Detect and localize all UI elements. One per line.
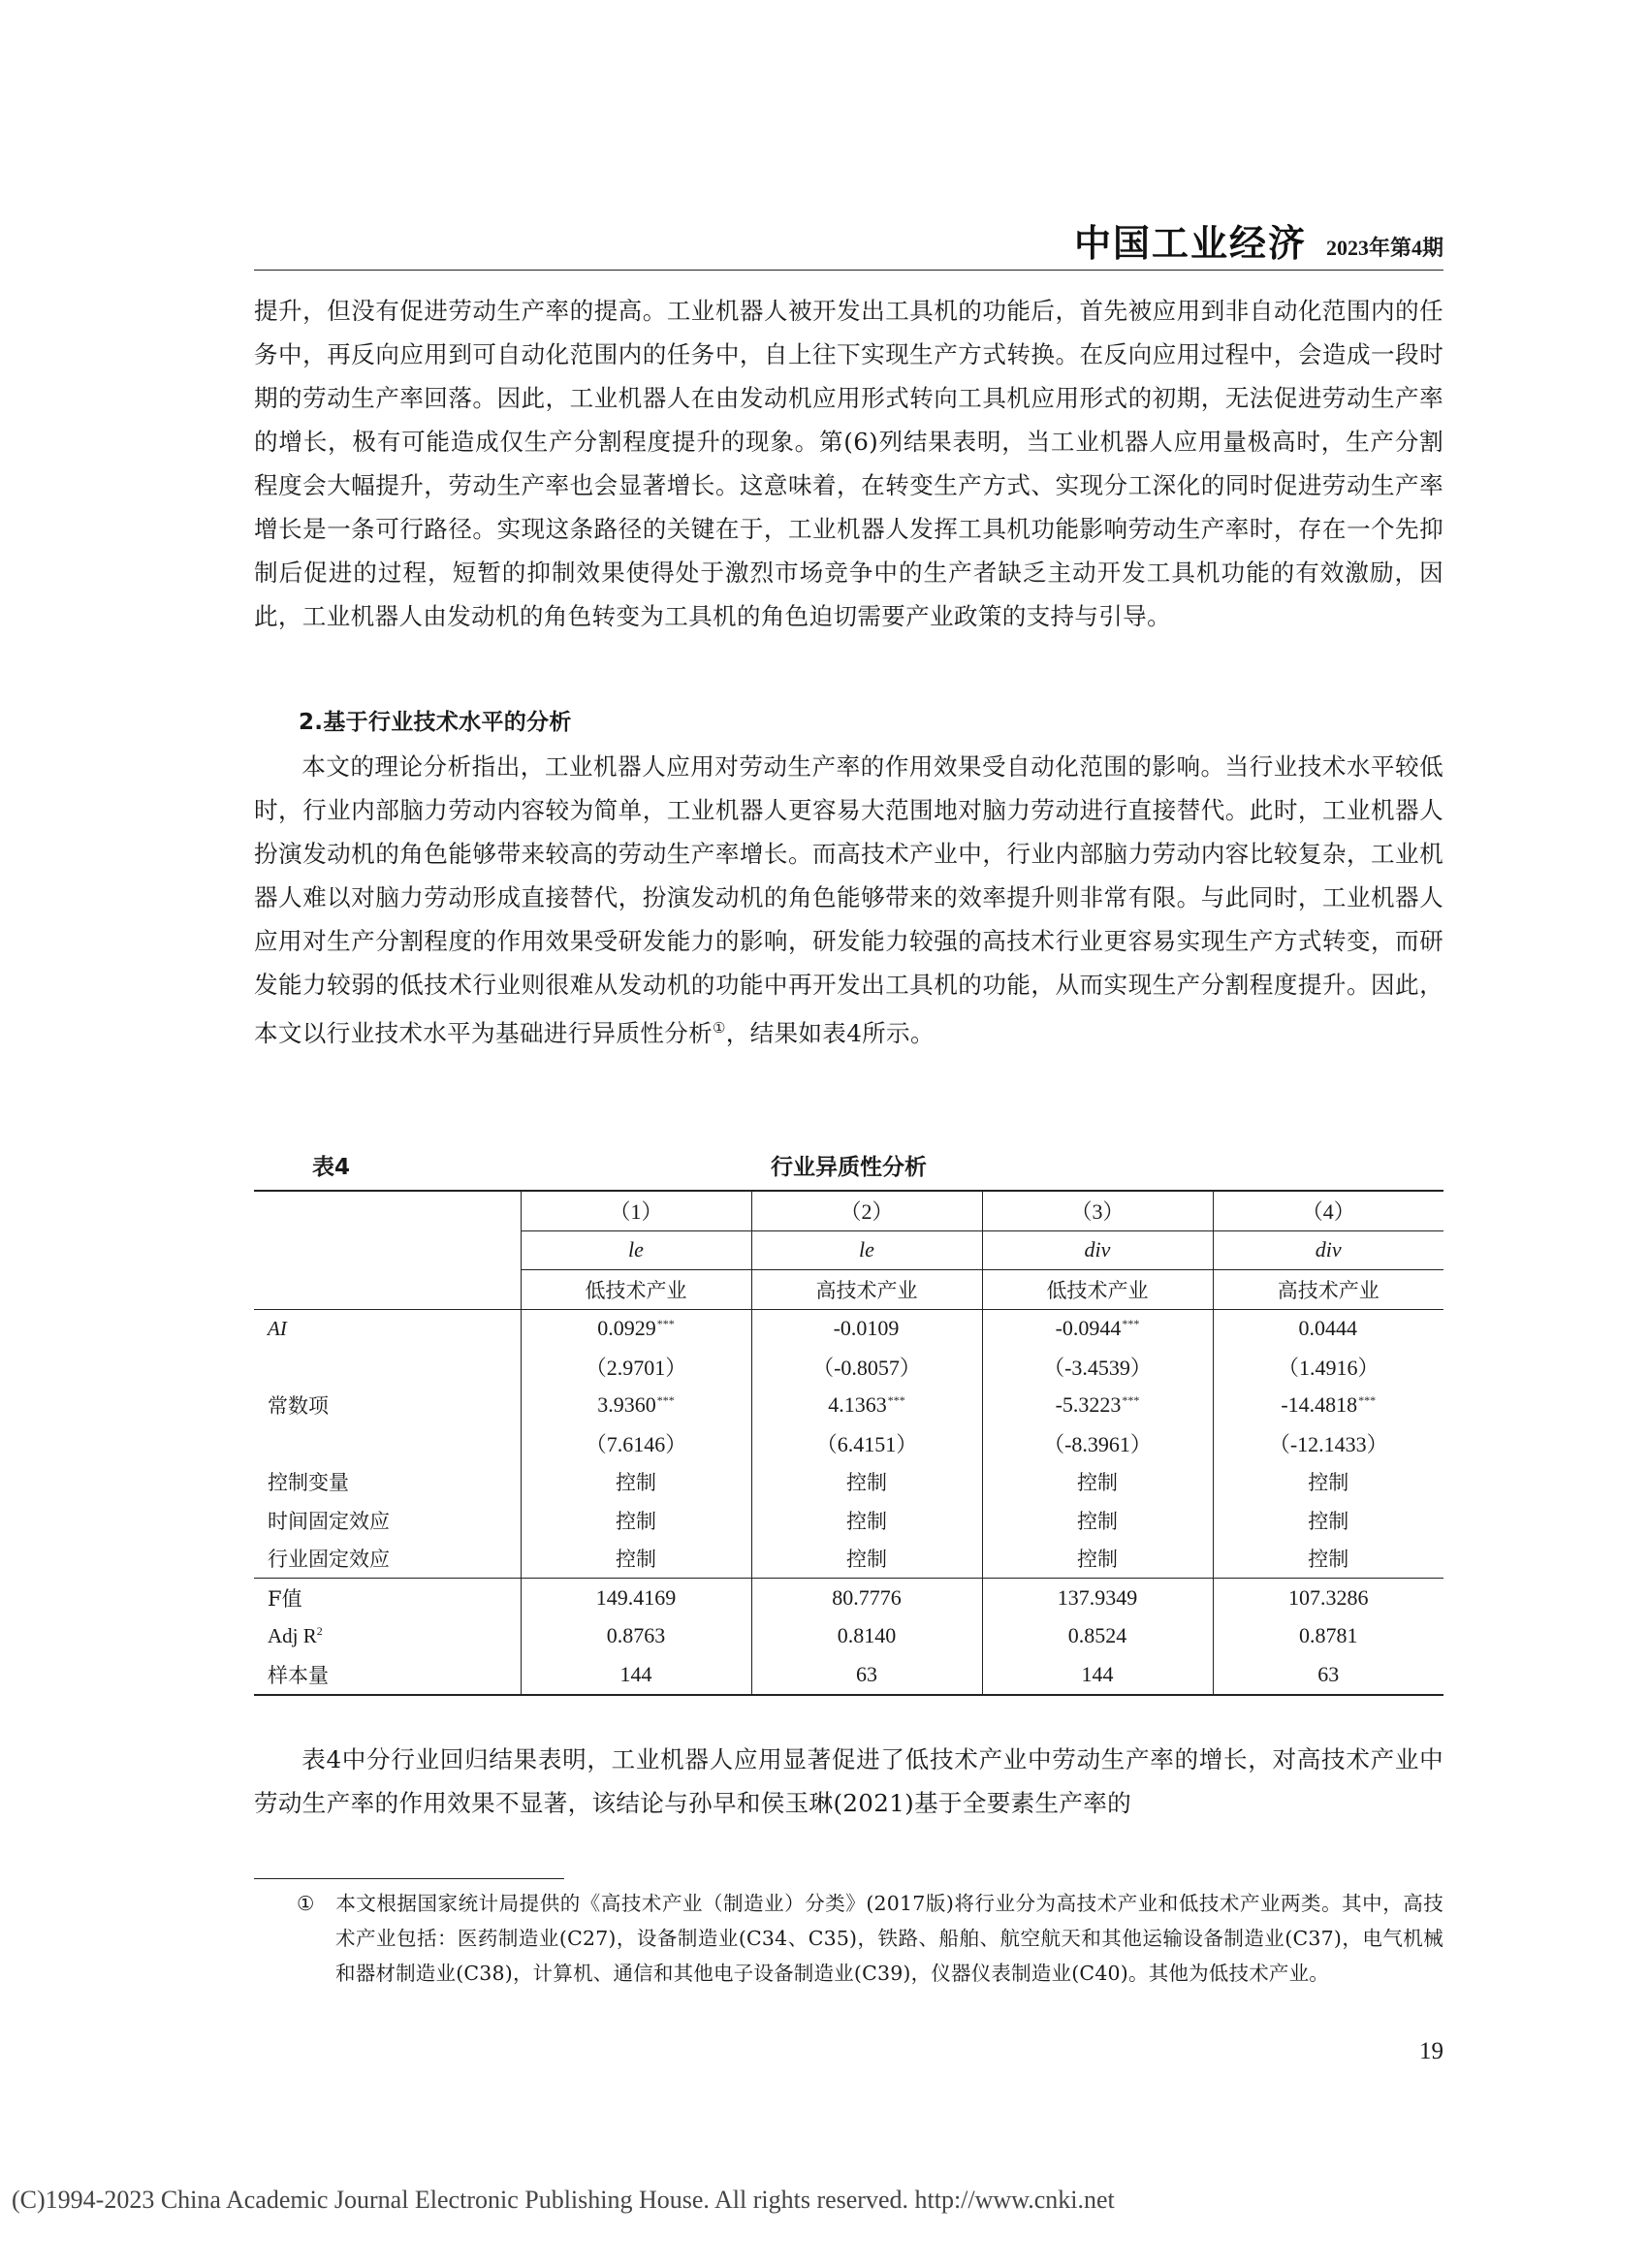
section-subheading: 2.基于行业技术水平的分析 (299, 710, 572, 735)
table-row: F值 149.4169 80.7776 137.9349 107.3286 (254, 1579, 1443, 1617)
paragraph: 提升，但没有促进劳动生产率的提高。工业机器人被开发出工具机的功能后，首先被应用到非自动化范围内的任务中，再反向应用到可自动化范围内的任务中，自上往下实现生产方式转换。在反向应用过程中，会造成一段时期的劳动生产率回落。因此，工业机器人在由发动机应用形式转向工具机应用形式的初期，无法促进劳动生产率的增长，极有可能造成仅生产分割程度提升的现象。第(6)列结果表明，当工业机器人应用量极高时，生产分割程度会大幅提升，劳动生产率也会显著增长。这意味着，在转变生产方式、实现分工深化的同时促进劳动生产率增长是一条可行路径。实现这条路径的关键在于，工业机器人发挥工具机功能影响劳动生产率时，存在一个先抑制后促进的过程，短暂的抑制效果使得处于激烈市场竞争中的生产者缺乏主动开发工具机功能的有效激励，因此，工业机器人由发动机的角色转变为工具机的角色迫切需要产业政策的支持与引导。 (254, 297, 1443, 630)
row-label: 样本量 (254, 1655, 521, 1695)
table-row: （1） （2） （3） （4） (254, 1191, 1443, 1230)
row-label: Adj $R^2$ (268, 1623, 323, 1647)
table-row: 时间固定效应 控制 控制 控制 控制 (254, 1501, 1443, 1540)
row-label: F值 (268, 1586, 302, 1611)
table-row: le le div div (254, 1230, 1443, 1270)
footnote-text: 本文根据国家统计局提供的《高技术产业（制造业）分类》(2017版)将行业分为高技术产业和低技术产业两类。其中，高技术产业包括：医药制造业(C27)，设备制造业(C34、C35)，铁路、船舶、航空航天和其他运输设备制造业(C37)，电气机械和器材制造业(C38)，计算机、通信和其他电子设备制造业(C39)，仪器仪表制造业(C40)。其他为低技术产业。 (335, 1892, 1443, 1985)
footnote-mark: ① (297, 1892, 315, 1915)
running-header (254, 215, 1443, 265)
body-text-top (254, 289, 1443, 638)
row-label: AI (268, 1316, 287, 1340)
row-label: 控制变量 (268, 1471, 349, 1495)
table-row: AI 0.0929*** -0.0109 -0.0944*** 0.0444 (254, 1309, 1443, 1348)
page-number: 19 (1419, 2038, 1443, 2064)
footnote-rule (254, 1878, 564, 1879)
footnote (254, 1886, 1443, 1991)
header-rule (254, 270, 1443, 271)
body-text-bottom (254, 1738, 1443, 1825)
row-label: 常数项 (268, 1394, 329, 1419)
table-caption: 行业异质性分析 (771, 1155, 927, 1180)
table-row: 样本量 144 63 144 63 (254, 1655, 1443, 1695)
table-row: 低技术产业 高技术产业 低技术产业 高技术产业 (254, 1270, 1443, 1310)
copyright-notice: (C)1994-2023 China Academic Journal Electronic Publishing House. All rights reserved. http://www.cnki.net (12, 2186, 1115, 2214)
paragraph: 本文的理论分析指出，工业机器人应用对劳动生产率的作用效果受自动化范围的影响。当行业技术水平较低时，行业内部脑力劳动内容较为简单，工业机器人更容易大范围地对脑力劳动进行直接替代。此时，工业机器人扮演发动机的角色能够带来较高的劳动生产率增长。而高技术产业中，行业内部脑力劳动内容比较复杂，工业机器人难以对脑力劳动形成直接替代，扮演发动机的角色能够带来的效率提升则非常有限。与此同时，工业机器人应用对生产分割程度的作用效果受研发能力的影响，研发能力较强的高技术行业更容易实现生产方式转变，而研发能力较弱的低技术行业则很难从发动机的功能中再开发出工具机的功能，从而实现生产分割程度提升。因此，本文以行业技术水平为基础进行异质性分析①，结果如表4所示。 (254, 752, 1443, 1048)
table-title-row (254, 1149, 1443, 1188)
regression-table (254, 1190, 1443, 1696)
table-row: 行业固定效应 控制 控制 控制 控制 (254, 1540, 1443, 1579)
row-label: 时间固定效应 (268, 1509, 390, 1533)
journal-name: 中国工业经济 (1073, 221, 1307, 265)
table-label: 表4 (312, 1155, 351, 1180)
table-row: （7.6146） （6.4151） （-8.3961） （-12.1433） (254, 1424, 1443, 1463)
footnote-marker: ① (712, 1019, 726, 1037)
table-row: 控制变量 控制 控制 控制 控制 (254, 1463, 1443, 1502)
paragraph: 表4中分行业回归结果表明，工业机器人应用显著促进了低技术产业中劳动生产率的增长，对高技术产业中劳动生产率的作用效果不显著，该结论与孙早和侯玉琳(2021)基于全要素生产率的 (254, 1745, 1443, 1817)
table-row: Adj $R^2$ 0.8763 0.8140 0.8524 0.8781 (254, 1617, 1443, 1656)
table-row: （2.9701） （-0.8057） （-3.4539） （1.4916） (254, 1348, 1443, 1387)
issue-label: 2023年第4期 (1325, 236, 1443, 260)
row-label: 行业固定效应 (254, 1540, 521, 1579)
body-text-mid (254, 701, 1443, 1055)
table-row: 常数项 3.9360*** 4.1363*** -5.3223*** -14.4818*** (254, 1387, 1443, 1425)
